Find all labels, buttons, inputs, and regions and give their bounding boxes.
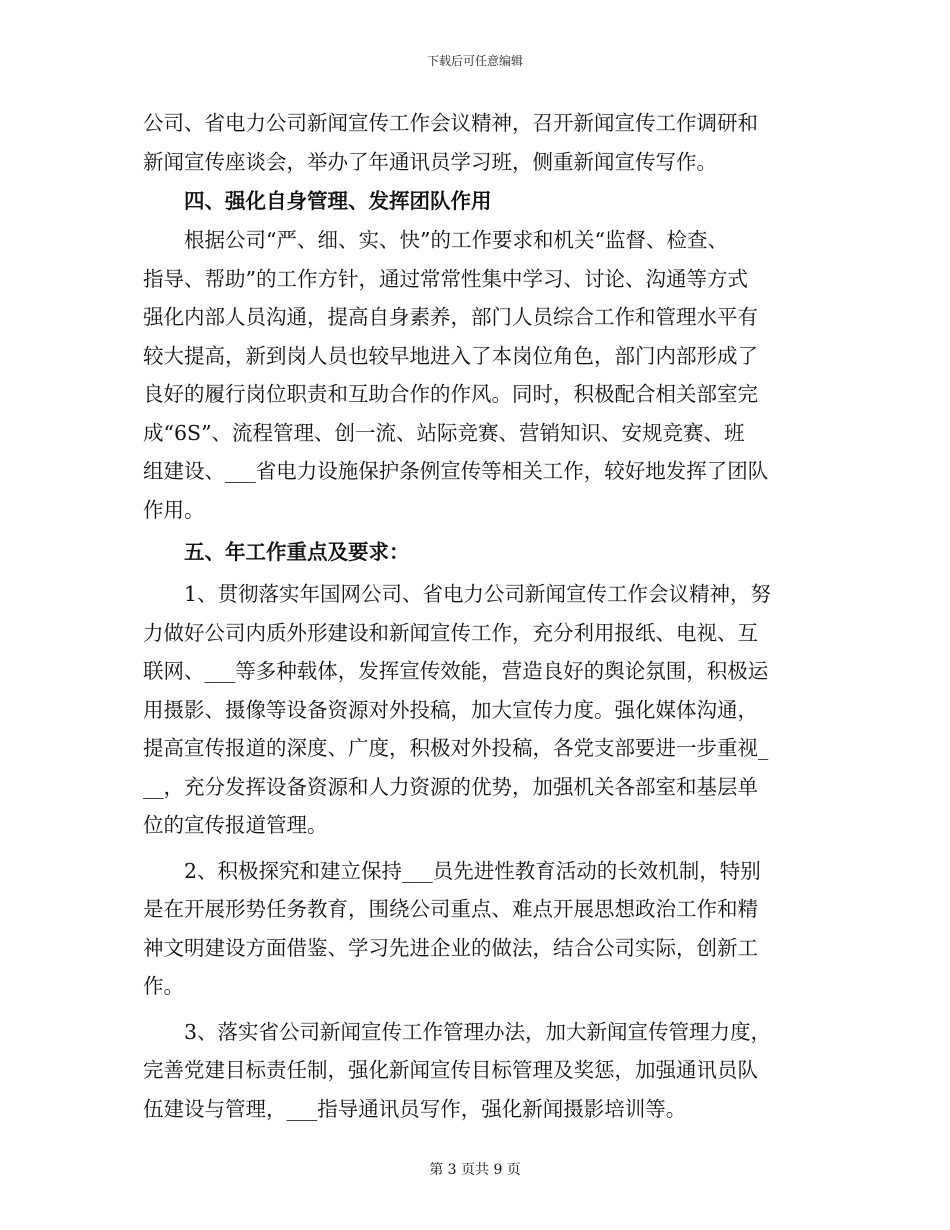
text-line: 良好的履行岗位职责和互助合作的作风。同时，积极配合相关部室完 — [143, 382, 758, 406]
text-line: 神文明建设方面借鉴、学习先进企业的做法，结合公司实际，创新工 — [143, 935, 758, 960]
text-line: 作用。 — [143, 497, 205, 522]
text-line: 新闻宣传座谈会，举办了年通讯员学习班，侧重新闻宣传写作。 — [143, 149, 717, 174]
text-line: 强化内部人员沟通，提高自身素养，部门人员综合工作和管理水平有 — [143, 305, 758, 329]
text-line: 是在开展形势任务教育，围绕公司重点、难点开展思想政治工作和精 — [143, 897, 758, 921]
text-line: 指导、帮助”的工作方针，通过常常性集中学习、讨论、沟通等方式 — [143, 266, 748, 291]
page-header: 下载后可任意编辑 — [426, 54, 523, 68]
text-line: 根据公司“严、细、实、快”的工作要求和机关“监督、检查、 — [143, 228, 728, 252]
text-line: 作。 — [143, 974, 184, 998]
section-heading-5: 五、年工作重点及要求： — [143, 540, 410, 564]
section-5-item-1 — [143, 575, 813, 845]
section-5-item-3 — [143, 1013, 813, 1129]
page-number-footer: 第 3 页共 9 页 — [429, 1162, 521, 1178]
text-line: 1、贯彻落实年国网公司、省电力公司新闻宣传工作会议精神，努 — [143, 582, 772, 606]
document-body — [143, 104, 813, 1128]
text-line: 完善党建目标责任制，强化新闻宣传目标管理及奖惩，加强通讯员队 — [143, 1058, 758, 1082]
text-line: 位的宣传报道管理。 — [143, 813, 328, 837]
text-line: 用摄影、摄像等设备资源对外投稿，加大宣传力度。强化媒体沟通， — [143, 697, 758, 722]
text-line: 成“6S”、流程管理、创一流、站际竞赛、营销知识、安规竞赛、班 — [143, 420, 745, 445]
continued-paragraph — [143, 104, 813, 181]
section-4-paragraph — [143, 221, 813, 529]
text-line: 提高宣传报道的深度、广度，积极对外投稿，各党支部要进一步重视_ — [143, 736, 769, 760]
text-line: 2、积极探究和建立保持___员先进性教育活动的长效机制，特别 — [143, 858, 761, 883]
text-line: 力做好公司内质外形建设和新闻宣传工作，充分利用报纸、电视、互 — [143, 620, 758, 645]
text-line: 伍建设与管理，___指导通讯员写作，强化新闻摄影培训等。 — [143, 1096, 687, 1121]
section-5-item-2 — [143, 852, 813, 1006]
section-heading-4: 四、强化自身管理、发挥团队作用 — [143, 189, 492, 213]
text-line: 联网、___等多种载体，发挥宣传效能，营造良好的舆论氛围，积极运 — [143, 659, 769, 683]
text-line: 组建设、___省电力设施保护条例宣传等相关工作，较好地发挥了团队 — [143, 459, 769, 483]
text-line: 公司、省电力公司新闻宣传工作会议精神，召开新闻宣传工作调研和 — [143, 111, 758, 135]
text-line: 3、落实省公司新闻宣传工作管理办法，加大新闻宣传管理力度， — [143, 1019, 772, 1044]
text-line: 较大提高，新到岗人员也较早地进入了本岗位角色，部门内部形成了 — [143, 343, 758, 368]
text-line: __，充分发挥设备资源和人力资源的优势，加强机关各部室和基层单 — [143, 774, 758, 799]
